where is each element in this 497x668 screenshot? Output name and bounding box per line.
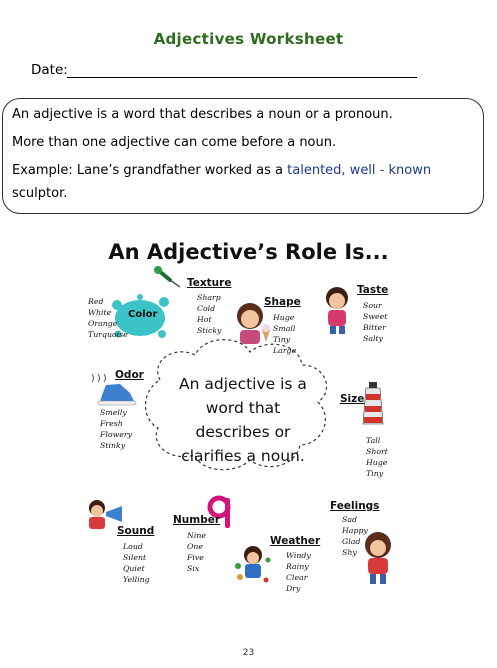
- feelings-label: Feelings: [330, 500, 380, 512]
- odor-word: Smelly: [100, 408, 127, 417]
- texture-words: [197, 292, 221, 336]
- feelings-words: [342, 514, 368, 558]
- odor-word: Fresh: [100, 419, 123, 428]
- size-words: [366, 435, 388, 479]
- number-word: Six: [187, 564, 200, 573]
- date-label: Date:: [31, 62, 68, 78]
- number-words: [187, 530, 206, 574]
- color-word: Turquoise: [88, 330, 128, 339]
- taste-word: Salty: [363, 334, 384, 343]
- definition-line-1: An adjective is a word that describes a noun or a pronoun.: [12, 107, 393, 122]
- odor-label: Odor: [115, 369, 144, 381]
- lighthouse-icon: [363, 382, 383, 424]
- girl-feelings-icon: [365, 532, 391, 584]
- example-highlight: talented, well - known: [287, 163, 432, 178]
- example-prefix: Example: Lane’s grandfather worked as a: [12, 163, 288, 178]
- color-word: Orange: [88, 319, 118, 328]
- sound-word: Yelling: [123, 575, 150, 584]
- cloud-line: clarifies a noun.: [181, 447, 305, 465]
- sound-word: Quiet: [123, 564, 145, 573]
- taste-label: Taste: [357, 284, 389, 296]
- number-word: Five: [187, 553, 204, 562]
- cloud-line: An adjective is a: [179, 375, 307, 393]
- shape-word: Small: [273, 324, 296, 333]
- texture-word: Sticky: [197, 326, 222, 335]
- taste-word: Bitter: [363, 323, 386, 332]
- weather-words: [286, 550, 311, 594]
- size-word: Tall: [366, 436, 381, 445]
- girl-ice-cream-icon: [237, 303, 270, 344]
- number-label: Number: [173, 514, 221, 526]
- color-word: White: [88, 308, 112, 317]
- definition-line-2: More than one adjective can come before a noun.: [12, 135, 337, 150]
- color-words: [88, 296, 128, 340]
- page-number: 23: [242, 648, 255, 658]
- example-suffix: sculptor.: [12, 186, 68, 201]
- texture-word: Hot: [197, 315, 212, 324]
- sound-words: [123, 541, 150, 585]
- taste-words: [363, 300, 387, 344]
- worksheet-title: Adjectives Worksheet: [153, 30, 344, 48]
- texture-label: Texture: [187, 277, 232, 289]
- girl-tasting-icon: [326, 287, 348, 334]
- shape-word: Tiny: [273, 335, 291, 344]
- odor-words: [100, 407, 132, 451]
- weather-word: Clear: [286, 573, 308, 582]
- texture-word: Cold: [197, 304, 216, 313]
- size-label: Size: [340, 393, 365, 405]
- girl-weather-icon: [235, 546, 271, 583]
- feelings-word: Happy: [342, 526, 368, 535]
- cloud-definition: [163, 372, 323, 468]
- feelings-word: Glad: [342, 537, 361, 546]
- shape-label: Shape: [264, 296, 301, 308]
- sound-label: Sound: [117, 525, 155, 537]
- number-word: Nine: [187, 531, 206, 540]
- cloud-line: describes or: [195, 423, 291, 441]
- shape-words: [273, 312, 296, 356]
- shape-word: Large: [273, 346, 297, 355]
- odor-word: Stinky: [100, 441, 126, 450]
- size-word: Huge: [366, 458, 388, 467]
- texture-word: Sharp: [197, 293, 221, 302]
- poster-title: An Adjective’s Role Is...: [108, 240, 389, 264]
- cloud-line: word that: [205, 399, 281, 417]
- weather-word: Windy: [286, 551, 311, 560]
- feelings-word: Shy: [342, 548, 357, 557]
- color-label: Color: [128, 309, 158, 320]
- sound-word: Loud: [123, 542, 143, 551]
- weather-word: Rainy: [286, 562, 309, 571]
- odor-word: Flowery: [100, 430, 133, 439]
- number-word: One: [187, 542, 204, 551]
- size-word: Tiny: [366, 469, 384, 478]
- taste-word: Sour: [363, 301, 382, 310]
- color-word: Red: [88, 297, 104, 306]
- pushpin-icon: [154, 266, 180, 287]
- size-word: Short: [366, 447, 388, 456]
- sound-word: Silent: [123, 553, 147, 562]
- weather-label: Weather: [270, 535, 321, 547]
- taste-word: Sweet: [363, 312, 388, 321]
- shape-word: Huge: [273, 313, 295, 322]
- weather-word: Dry: [286, 584, 301, 593]
- feelings-word: Sad: [342, 515, 357, 524]
